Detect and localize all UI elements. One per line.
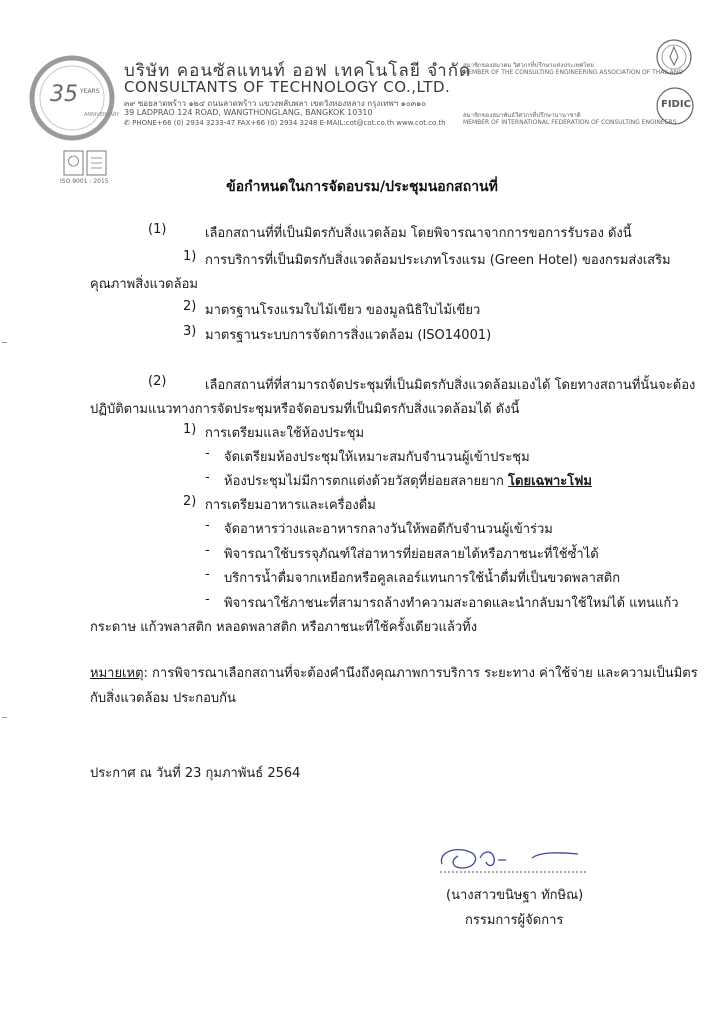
bullet-dash: - xyxy=(205,567,210,582)
s2-group-1-title: การเตรียมและใช้ห้องประชุม xyxy=(205,426,365,441)
s2-g2-bullet-1: จัดอาหารว่างและอาหารกลางวันให้พอดีกับจำนวนผู้เข้าร่วม xyxy=(224,522,553,537)
signatory-title: กรรมการผู้จัดการ xyxy=(465,913,564,928)
certification-badge-icon xyxy=(63,150,107,176)
announcement-date: ประกาศ ณ วันที่ 23 กุมภาพันธ์ 2564 xyxy=(90,766,301,781)
s1-item-3-text: มาตรฐานระบบการจัดการสิ่งแวดล้อม (ISO14001) xyxy=(205,328,492,343)
note-line-2: กับสิ่งแวดล้อม ประกอบกัน xyxy=(90,691,236,706)
address-th: ๓๙ ซอยลาดพร้าว ๑๒๔ ถนนลาดพร้าว แขวงพลับพลา เขตวังทองหลาง กรุงเทพฯ ๑๐๓๑๐ xyxy=(124,99,427,108)
bullet-dash: - xyxy=(205,470,210,485)
s1-item-1-text: การบริการที่เป็นมิตรกับสิ่งแวดล้อมประเภทโรงแรม (Green Hotel) ของกรมส่งเสริม xyxy=(205,253,671,268)
s1-item-2-text: มาตรฐานโรงแรมใบไม้เขียว ของมูลนิธิใบไม้เขียว xyxy=(205,303,481,318)
s1-item-1-text-cont: คุณภาพสิ่งแวดล้อม xyxy=(90,277,198,292)
s2-group-2-number: 2) xyxy=(183,494,197,509)
contact-line: ✆ PHONE+66 (0) 2934 3233-47 FAX+66 (0) 2934 3248 E-MAIL:cot@cot.co.th www.cot.co.th xyxy=(124,119,446,127)
section-1-text: เลือกสถานที่ที่เป็นมิตรกับสิ่งแวดล้อม โดยพิจารณาจากการขอการรับรอง ดังนี้ xyxy=(205,226,632,241)
logo-label: YEARS xyxy=(80,88,100,95)
company-name-th: บริษัท คอนซัลแทนท์ ออฟ เทคโนโลยี จำกัด xyxy=(124,61,472,81)
iso-label: ISO 9001 : 2015 xyxy=(60,178,109,185)
signatory-name: (นางสาวขนิษฐา ทักษิณ) xyxy=(446,888,584,903)
member-cea-th: สมาชิกของสมาคม วิศวกรที่ปรึกษาแห่งประเทศไทย xyxy=(463,62,594,69)
company-logo xyxy=(26,52,118,144)
s2-group-1-number: 1) xyxy=(183,422,197,437)
s1-item-1-number: 1) xyxy=(183,249,197,264)
address-en: 39 LADPRAO 124 ROAD, WANGTHONGLANG, BANGKOK 10310 xyxy=(124,108,373,117)
company-name-en: CONSULTANTS OF TECHNOLOGY CO.,LTD. xyxy=(124,78,451,96)
section-2-text: เลือกสถานที่ที่สามารถจัดประชุมที่เป็นมิตรกับสิ่งแวดล้อมเองได้ โดยทางสถานที่นั้นจะต้อง xyxy=(205,378,696,393)
member-fidic-en: MEMBER OF INTERNATIONAL FEDERATION OF CONSULTING ENGINEERS xyxy=(463,119,677,126)
bullet-dash: - xyxy=(205,543,210,558)
bullet-dash: - xyxy=(205,592,210,607)
s1-item-2-number: 2) xyxy=(183,299,197,314)
fidic-label: FIDIC xyxy=(661,99,691,110)
note-line-1: หมายเหตุ: การพิจารณาเลือกสถานที่จะต้องคำนึงถึงคุณภาพการบริการ ระยะทาง ค่าใช้จ่าย และความเป็นมิตร xyxy=(90,666,698,681)
bullet-dash: - xyxy=(205,518,210,533)
s2-g1-bullet-2: ห้องประชุมไม่มีการตกแต่งด้วยวัสดุที่ย่อยสลายยาก โดยเฉพาะโฟม xyxy=(224,474,592,489)
fidic-emblem-icon xyxy=(654,86,696,126)
signature xyxy=(436,838,586,878)
section-2-text-cont: ปฏิบัติตามแนวทางการจัดประชุมหรือจัดอบรมที่เป็นมิตรกับสิ่งแวดล้อมได้ ดังนี้ xyxy=(90,402,520,417)
margin-mark xyxy=(2,717,7,718)
section-2-number: (2) xyxy=(148,374,167,389)
s1-item-3-number: 3) xyxy=(183,324,197,339)
section-1-number: (1) xyxy=(148,222,167,237)
member-cea-en: MEMBER OF THE CONSULTING ENGINEERING ASSOCIATION OF THAILAND xyxy=(463,69,683,76)
margin-mark xyxy=(2,342,7,343)
logo-sub: ANNIVERSARY xyxy=(84,112,120,118)
s2-g2-bullet-4-cont: กระดาษ แก้วพลาสติก หลอดพลาสติก หรือภาชนะที่ใช้ครั้งเดียวแล้วทิ้ง xyxy=(90,620,478,635)
note-label: หมายเหตุ xyxy=(90,666,144,681)
s2-g2-bullet-3: บริการน้ำดื่มจากเหยือกหรือคูลเลอร์แทนการใช้น้ำดื่มที่เป็นขวดพลาสติก xyxy=(224,571,621,586)
bullet-dash: - xyxy=(205,446,210,461)
s2-g2-bullet-2: พิจารณาใช้บรรจุภัณฑ์ใส่อาหารที่ย่อยสลายได้หรือภาชนะที่ใช้ซ้ำได้ xyxy=(224,547,599,562)
document-title: ข้อกำหนดในการจัดอบรม/ประชุมนอกสถานที่ xyxy=(226,179,498,195)
cea-emblem-icon xyxy=(655,38,693,76)
s2-g1-bullet-1: จัดเตรียมห้องประชุมให้เหมาะสมกับจำนวนผู้เข้าประชุม xyxy=(224,450,530,465)
s2-g2-bullet-4: พิจารณาใช้ภาชนะที่สามารถล้างทำความสะอาดและนำกลับมาใช้ใหม่ได้ แทนแก้ว xyxy=(224,596,679,611)
s2-group-2-title: การเตรียมอาหารและเครื่องดื่ม xyxy=(205,498,376,513)
phone-icon: ✆ xyxy=(124,119,133,127)
s2-g1-bullet-2-emphasis: โดยเฉพาะโฟม xyxy=(508,474,592,489)
logo-number: 35 xyxy=(50,82,78,107)
member-fidic-th: สมาชิกของสมาพันธ์วิศวกรที่ปรึกษานานาชาติ xyxy=(463,112,581,119)
